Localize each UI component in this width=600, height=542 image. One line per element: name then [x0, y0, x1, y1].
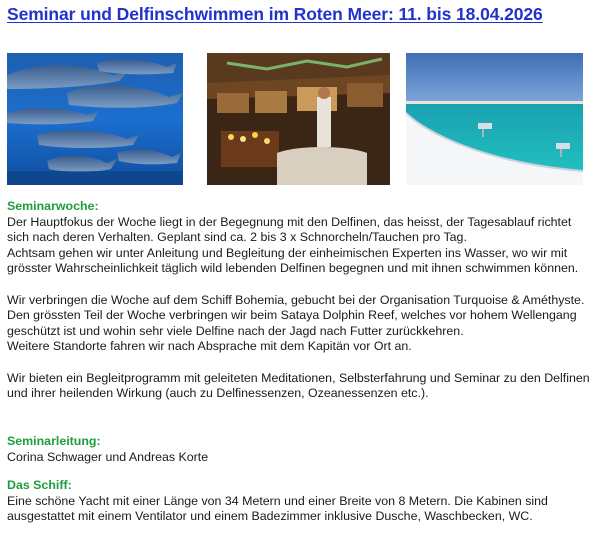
boat-deck-sea-photo [406, 53, 583, 185]
paragraph-program: Wir bieten ein Begleitprogramm mit geleiteten Meditationen, Selbsterfahrung und Seminar zu den Delfinen und ihrer heilenden Wirkung (auch zu Delfinessenzen, Ozeanessenzen etc.). [7, 370, 590, 401]
section-seminarleitung [7, 434, 595, 465]
ship-salon-photo [207, 53, 390, 185]
paragraph-locations: Weitere Standorte fahren wir nach Absprache mit dem Kapitän vor Ort an. [7, 339, 412, 354]
section-schiff [7, 478, 595, 525]
paragraph-focus: Der Hauptfokus der Woche liegt in der Begegnung mit den Delfinen, das heisst, der Tagesablauf richtet sich nach deren Verhalten. Geplant sind ca. 2 bis 3 x Schnorcheln/Tauchen pro Tag. [7, 214, 572, 245]
heading-schiff: Das Schiff: [7, 478, 72, 492]
page-title[interactable]: Seminar und Delfinschwimmen im Roten Meer: 11. bis 18.04.2026 [7, 4, 543, 24]
heading-seminarwoche: Seminarwoche: [7, 199, 99, 213]
heading-seminarleitung: Seminarleitung: [7, 434, 101, 448]
dolphins-underwater-photo [7, 53, 183, 185]
section-seminarwoche [7, 199, 595, 402]
paragraph-ship-details: Eine schöne Yacht mit einer Länge von 34 Metern und einer Breite von 8 Metern. Die Kabinen sind ausgestattet mit einem Ventilator und einem Badezimmer inklusive Dusche, Waschbecken, WC. [7, 493, 548, 524]
paragraph-ship-bohemia: Wir verbringen die Woche auf dem Schiff Bohemia, gebucht bei der Organisation Turquoise & Améthyste. Den grössten Teil der Woche verbringen wir beim Sataya Dolphin Reef, welches vor hohem Wellengang geschützt ist und wohin sehr viele Delfine nach der Jagd nach Futter zurückkehren. [7, 292, 585, 338]
seminar-leaders: Corina Schwager und Andreas Korte [7, 449, 209, 464]
paragraph-swimming: Achtsam gehen wir unter Anleitung und Begleitung der einheimischen Experten ins Wasser, wo wir mit grösster Wahrscheinlichkeit täglich wild lebenden Delfinen begegnen und mit ihnen schwimmen können. [7, 245, 579, 276]
